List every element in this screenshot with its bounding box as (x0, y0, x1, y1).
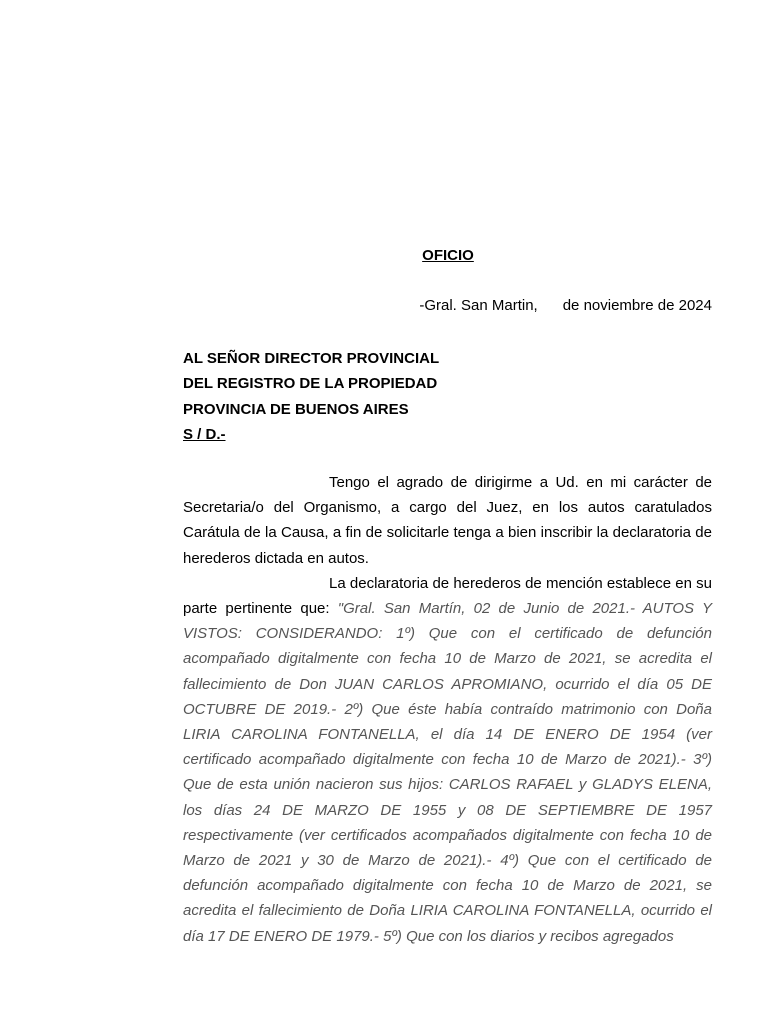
paragraph-declaratoria-intro: La declaratoria de herederos de mención establece en su parte pertinente que: (183, 574, 712, 618)
salutation-sd: S / D.- (183, 425, 226, 443)
address-line-2: DEL REGISTRO DE LA PROPIEDAD (183, 375, 438, 393)
body-text (183, 470, 712, 949)
quoted-resolution: "Gral. San Martín, 02 de Junio de 2021.- AUTOS Y VISTOS: CONSIDERANDO: 1º) Que con el certificado de defunción acompañado digitalmente con fecha 10 de Marzo de 2021, se acredita el fallecimiento de Don JUAN CARLOS APROMIANO, ocurrido el día 05 DE OCTUBRE DE 2019.- 2º) Que éste había contraído matrimonio con Doña LIRIA CAROLINA FONTANELLA, el día 14 DE ENERO DE 1954 (ver certificado acompañado digitalmente con fecha 10 de Marzo de 2021).- 3º) Que de esta unión nacieron sus hijos: CARLOS RAFAEL y GLADYS ELENA, los días 24 DE MARZO DE 1955 y 08 DE SEPTIEMBRE DE 1957 respectivamente (ver certificados acompañados digitalmente con fecha 10 de Marzo de 2021 y 30 de Marzo de 2021).- 4º) Que con el certificado de defunción acompañado digitalmente con fecha 10 de Marzo de 2021, se acredita el fallecimiento de Doña LIRIA CAROLINA FONTANELLA, ocurrido el día 17 DE ENERO DE 1979.- 5º) Que con los diarios y recibos agregados (183, 600, 713, 945)
recipient-address-block (183, 346, 439, 447)
dateline: -Gral. San Martin, de noviembre de 2024 (419, 297, 712, 314)
document-title: OFICIO (422, 247, 474, 264)
address-line-3: PROVINCIA DE BUENOS AIRES (183, 400, 409, 418)
address-line-1: AL SEÑOR DIRECTOR PROVINCIAL (183, 350, 440, 367)
paragraph-request: Tengo el agrado de dirigirme a Ud. en mi carácter de Secretaria/o del Organismo, a cargo del Juez, en los autos caratulados Carátula de la Causa, a fin de solicitarle tenga a bien inscribir la declaratoria de herederos dictada en autos. (183, 474, 712, 567)
paragraph-declaratoria (183, 571, 712, 949)
